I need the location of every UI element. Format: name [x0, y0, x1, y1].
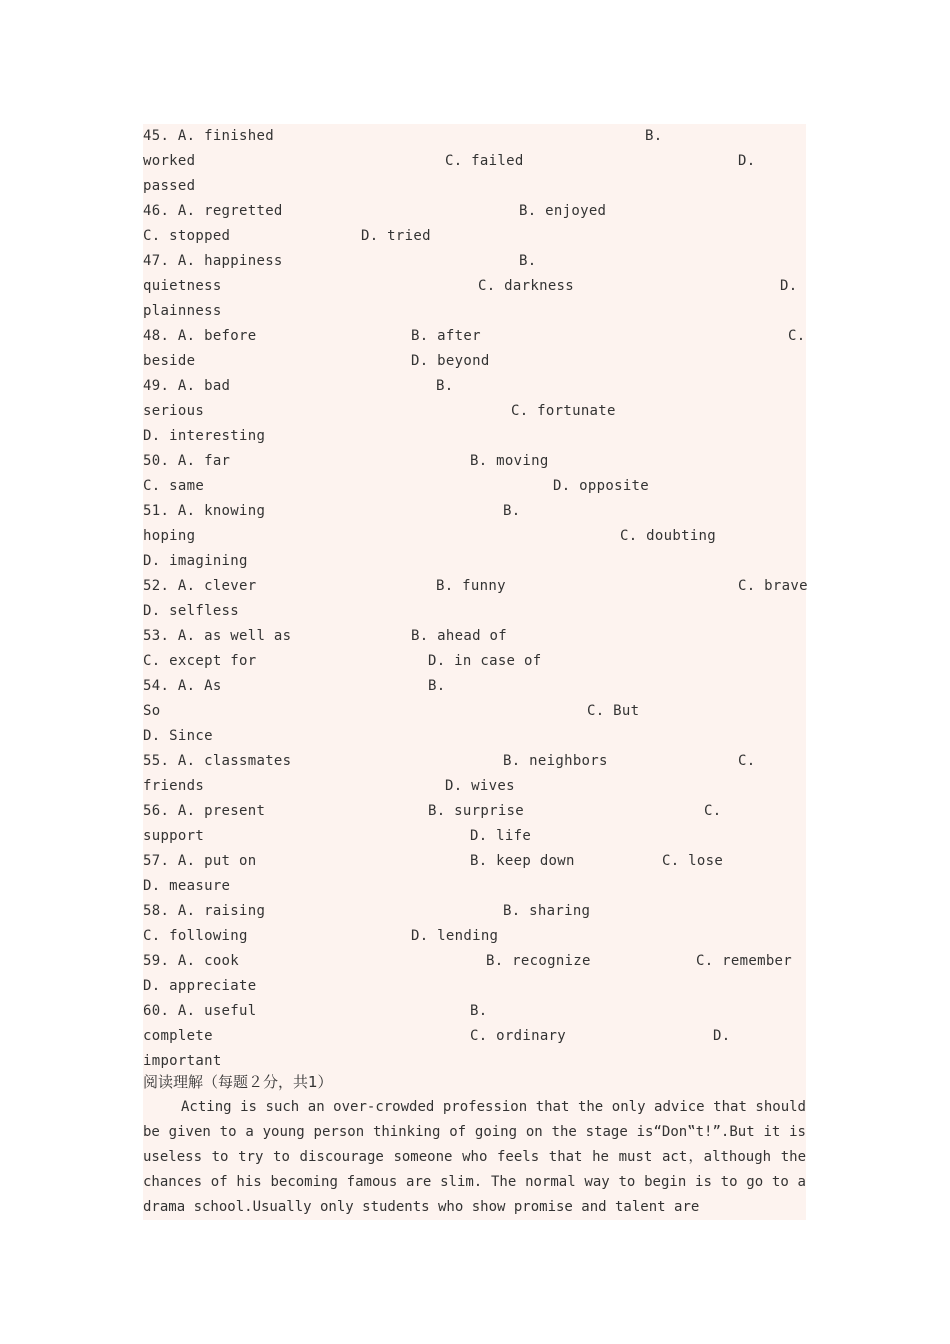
option-text: D. Since	[143, 728, 213, 744]
option-text: B. keep down	[470, 853, 575, 869]
option-text: complete	[143, 1028, 213, 1044]
option-text: hoping	[143, 528, 196, 544]
option-text: D. opposite	[553, 478, 650, 494]
option-text: 46. A. regretted	[143, 203, 283, 219]
option-line	[143, 1024, 806, 1049]
option-line	[143, 924, 806, 949]
option-line	[143, 424, 806, 449]
option-text: B. ahead of	[411, 628, 508, 644]
option-text: 48. A. before	[143, 328, 257, 344]
option-text: C. lose	[662, 853, 724, 869]
option-line	[143, 824, 806, 849]
option-text: D. beyond	[411, 353, 490, 369]
option-text: 60. A. useful	[143, 1003, 257, 1019]
option-line	[143, 699, 806, 724]
option-line	[143, 799, 806, 824]
option-line	[143, 724, 806, 749]
option-text: C. remember	[696, 953, 793, 969]
option-text: D. lending	[411, 928, 499, 944]
option-line	[143, 749, 806, 774]
option-text: B.	[436, 378, 454, 394]
option-text: plainness	[143, 303, 222, 319]
option-line	[143, 449, 806, 474]
option-text: support	[143, 828, 205, 844]
option-line	[143, 299, 806, 324]
option-text: C. fortunate	[511, 403, 616, 419]
option-text: B. neighbors	[503, 753, 608, 769]
option-text: passed	[143, 178, 196, 194]
option-text: B. recognize	[486, 953, 591, 969]
option-line	[143, 374, 806, 399]
option-text: 59. A. cook	[143, 953, 240, 969]
option-text: C.	[788, 328, 806, 344]
reading-passage	[143, 1095, 806, 1220]
option-line	[143, 949, 806, 974]
option-text: B. enjoyed	[519, 203, 607, 219]
option-text: 54. A. As	[143, 678, 222, 694]
option-text: B.	[503, 503, 521, 519]
option-text: B. funny	[436, 578, 506, 594]
option-line	[143, 549, 806, 574]
option-text: 55. A. classmates	[143, 753, 292, 769]
option-line	[143, 999, 806, 1024]
option-text: B.	[428, 678, 446, 694]
option-text: D. life	[470, 828, 532, 844]
option-text: 51. A. knowing	[143, 503, 266, 519]
option-line	[143, 524, 806, 549]
option-text: C. stopped	[143, 228, 231, 244]
option-text: D. tried	[361, 228, 431, 244]
option-text: D.	[780, 278, 798, 294]
option-text: D. imagining	[143, 553, 248, 569]
option-text: C. same	[143, 478, 205, 494]
option-text: C. ordinary	[470, 1028, 567, 1044]
option-text: D.	[738, 153, 756, 169]
option-text: B. after	[411, 328, 481, 344]
option-text: B.	[519, 253, 537, 269]
option-text: C. doubting	[620, 528, 717, 544]
option-text: B. moving	[470, 453, 549, 469]
option-line	[143, 649, 806, 674]
option-text: 47. A. happiness	[143, 253, 283, 269]
option-line	[143, 849, 806, 874]
option-text: serious	[143, 403, 205, 419]
option-text: quietness	[143, 278, 222, 294]
option-text: C.	[738, 753, 756, 769]
option-line	[143, 674, 806, 699]
option-line	[143, 474, 806, 499]
option-text: friends	[143, 778, 205, 794]
option-line	[143, 224, 806, 249]
option-line	[143, 349, 806, 374]
option-text: D. appreciate	[143, 978, 257, 994]
option-text: B.	[470, 1003, 488, 1019]
option-line	[143, 399, 806, 424]
option-text: C. following	[143, 928, 248, 944]
option-line	[143, 774, 806, 799]
option-text: 56. A. present	[143, 803, 266, 819]
option-text: C.	[704, 803, 722, 819]
option-line	[143, 624, 806, 649]
option-line	[143, 499, 806, 524]
option-line	[143, 899, 806, 924]
option-text: C. brave	[738, 578, 808, 594]
option-text: B. sharing	[503, 903, 591, 919]
option-text: 53. A. as well as	[143, 628, 292, 644]
option-line	[143, 249, 806, 274]
option-line	[143, 599, 806, 624]
option-text: beside	[143, 353, 196, 369]
option-text: 58. A. raising	[143, 903, 266, 919]
section-heading: 阅读理解（每题２分，共1）	[143, 1073, 333, 1091]
option-text: important	[143, 1053, 222, 1069]
option-text: 49. A. bad	[143, 378, 231, 394]
option-line	[143, 199, 806, 224]
option-text: 50. A. far	[143, 453, 231, 469]
option-text: 45. A. finished	[143, 128, 274, 144]
option-text: C. darkness	[478, 278, 575, 294]
option-line	[143, 324, 806, 349]
option-line	[143, 149, 806, 174]
option-line	[143, 574, 806, 599]
option-line	[143, 874, 806, 899]
option-text: B.	[645, 128, 663, 144]
option-text: D. in case of	[428, 653, 542, 669]
option-text: C. failed	[445, 153, 524, 169]
option-line	[143, 124, 806, 149]
option-text: D. measure	[143, 878, 231, 894]
option-text: D. selfless	[143, 603, 240, 619]
option-text: worked	[143, 153, 196, 169]
option-text: D. wives	[445, 778, 515, 794]
option-text: C. But	[587, 703, 640, 719]
reading-passage-text: Acting is such an over-crowded profession that the only advice that should be given to a young person thinking of going on the stage is“Don‟t!”.But it is useless to try to discourage someone who feels that he must act，although the chances of his becoming famous are slim. The normal way to begin is to go to a drama school.Usually only students who show promise and talent are	[143, 1099, 806, 1215]
option-line	[143, 174, 806, 199]
document-page	[143, 124, 806, 1220]
option-text: So	[143, 703, 161, 719]
option-text: B. surprise	[428, 803, 525, 819]
option-text: 57. A. put on	[143, 853, 257, 869]
option-text: C. except for	[143, 653, 257, 669]
option-text: D. interesting	[143, 428, 266, 444]
option-line	[143, 974, 806, 999]
option-text: D.	[713, 1028, 731, 1044]
option-line	[143, 274, 806, 299]
option-text: 52. A. clever	[143, 578, 257, 594]
